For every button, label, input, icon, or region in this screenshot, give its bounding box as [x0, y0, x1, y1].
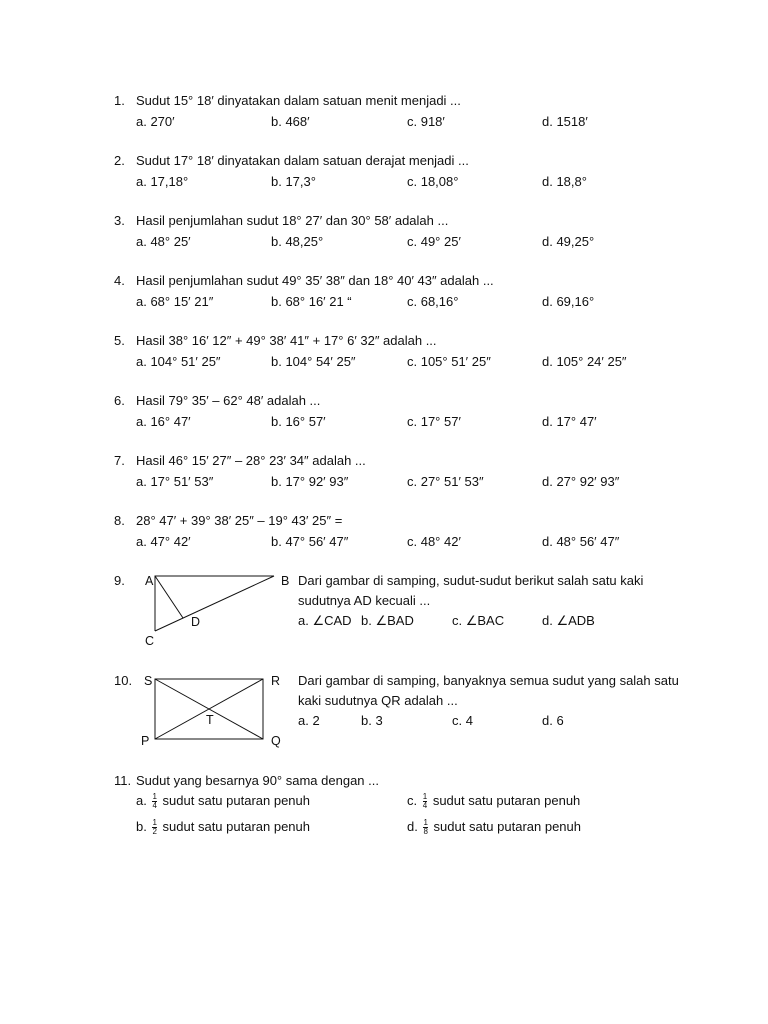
option-b[interactable]: b. ∠BAD	[361, 613, 414, 628]
question-text-line1: Dari gambar di samping, banyaknya semua sudut yang salah satu	[298, 673, 679, 688]
option-b[interactable]	[136, 819, 310, 836]
denominator: 8	[423, 827, 428, 837]
option-letter: a.	[136, 793, 147, 808]
option-c[interactable]: c. 49° 25′	[407, 234, 461, 249]
option-a[interactable]: a. 68° 15′ 21″	[136, 294, 214, 309]
option-b[interactable]: b. 68° 16′ 21 “	[271, 294, 352, 309]
option-d[interactable]: d. ∠ADB	[542, 613, 595, 628]
question-number: 7.	[114, 453, 125, 468]
option-d[interactable]: d. 69,16°	[542, 294, 595, 309]
option-text: sudut satu putaran penuh	[433, 819, 581, 834]
numerator: 1	[423, 818, 428, 828]
label-q: Q	[271, 734, 281, 748]
option-c[interactable]: c. 918′	[407, 114, 445, 129]
question-text: Hasil 46° 15′ 27″ – 28° 23′ 34″ adalah ...	[136, 453, 366, 468]
option-b[interactable]: b. 48,25°	[271, 234, 324, 249]
option-d[interactable]: d. 6	[542, 713, 564, 728]
option-b[interactable]: b. 468′	[271, 114, 310, 129]
question-number: 5.	[114, 333, 125, 348]
option-a[interactable]: a. 2	[298, 713, 320, 728]
label-c: C	[145, 634, 155, 648]
question-text: Hasil penjumlahan sudut 49° 35′ 38″ dan 18° 40′ 43″ adalah ...	[136, 273, 494, 288]
option-c[interactable]: c. ∠BAC	[452, 613, 505, 628]
question-number: 4.	[114, 273, 125, 288]
option-c[interactable]: c. 27° 51′ 53″	[407, 474, 484, 489]
question-text: Hasil penjumlahan sudut 18° 27′ dan 30° 58′ adalah ...	[136, 213, 449, 228]
option-text: sudut satu putaran penuh	[162, 793, 310, 808]
denominator: 4	[422, 801, 428, 811]
numerator: 1	[152, 818, 157, 828]
option-d[interactable]: d. 27° 92′ 93″	[542, 474, 620, 489]
option-c[interactable]: c. 18,08°	[407, 174, 459, 189]
question-text-line2: kaki sudutnya QR adalah ...	[298, 693, 458, 708]
denominator: 2	[152, 827, 157, 837]
triangle-diagram	[140, 573, 300, 653]
question-text: Sudut 17° 18′ dinyatakan dalam satuan derajat menjadi ...	[136, 153, 469, 168]
question-number: 8.	[114, 513, 125, 528]
option-d[interactable]: d. 18,8°	[542, 174, 587, 189]
option-letter: c.	[407, 793, 418, 808]
denominator: 4	[152, 801, 157, 811]
segment-ad	[155, 576, 183, 618]
fraction	[152, 793, 156, 810]
question-text-line2: sudutnya AD kecuali ...	[298, 593, 431, 608]
option-letter: b.	[136, 819, 147, 834]
option-letter: d.	[407, 819, 418, 834]
label-r: R	[271, 674, 281, 688]
option-b[interactable]: b. 104° 54′ 25″	[271, 354, 356, 369]
option-a[interactable]	[136, 793, 310, 810]
option-text: sudut satu putaran penuh	[162, 819, 310, 834]
label-t: T	[206, 713, 214, 727]
rectangle-diagram	[150, 673, 270, 745]
question-number: 2.	[114, 153, 125, 168]
option-a[interactable]: a. 104° 51′ 25″	[136, 354, 221, 369]
option-b[interactable]: b. 17° 92′ 93″	[271, 474, 349, 489]
option-a[interactable]: a. 17,18°	[136, 174, 189, 189]
option-d[interactable]: d. 105° 24′ 25″	[542, 354, 627, 369]
option-c[interactable]: c. 68,16°	[407, 294, 459, 309]
option-b[interactable]: b. 3	[361, 713, 383, 728]
option-b[interactable]: b. 47° 56′ 47″	[271, 534, 349, 549]
question-number: 3.	[114, 213, 125, 228]
option-c[interactable]	[407, 793, 580, 810]
label-p: P	[141, 734, 150, 748]
label-a: A	[145, 574, 154, 588]
question-text-line1: Dari gambar di samping, sudut-sudut berikut salah satu kaki	[298, 573, 644, 588]
label-b: B	[281, 574, 290, 588]
fraction	[423, 793, 427, 810]
option-b[interactable]: b. 17,3°	[271, 174, 316, 189]
question-number: 11.	[114, 773, 132, 788]
question-number: 10.	[114, 673, 133, 688]
option-text: sudut satu putaran penuh	[432, 793, 581, 808]
question-text: Sudut 15° 18′ dinyatakan dalam satuan menit menjadi ...	[136, 93, 461, 108]
question-number: 1.	[114, 93, 125, 108]
option-d[interactable]: d. 1518′	[542, 114, 588, 129]
option-a[interactable]: a. 47° 42′	[136, 534, 191, 549]
question-number: 6.	[114, 393, 125, 408]
label-s: S	[144, 674, 153, 688]
option-d[interactable]	[407, 819, 581, 836]
label-d: D	[191, 615, 201, 629]
fraction	[152, 819, 156, 836]
option-c[interactable]: c. 4	[452, 713, 473, 728]
option-a[interactable]: a. 270′	[136, 114, 175, 129]
option-d[interactable]: d. 17° 47′	[542, 414, 597, 429]
fraction	[423, 819, 427, 836]
option-c[interactable]: c. 105° 51′ 25″	[407, 354, 491, 369]
option-a[interactable]: a. 17° 51′ 53″	[136, 474, 214, 489]
question-text: 28° 47′ + 39° 38′ 25″ – 19° 43′ 25″ =	[136, 513, 343, 528]
option-a[interactable]: a. 16° 47′	[136, 414, 191, 429]
option-a[interactable]: a. ∠CAD	[298, 613, 352, 628]
option-c[interactable]: c. 17° 57′	[407, 414, 461, 429]
option-d[interactable]: d. 49,25°	[542, 234, 595, 249]
option-c[interactable]: c. 48° 42′	[407, 534, 461, 549]
question-text: Hasil 38° 16′ 12″ + 49° 38′ 41″ + 17° 6′ 32″ adalah ...	[136, 333, 437, 348]
numerator: 1	[422, 792, 428, 802]
question-text: Sudut yang besarnya 90° sama dengan ...	[136, 773, 379, 788]
option-a[interactable]: a. 48° 25′	[136, 234, 191, 249]
option-b[interactable]: b. 16° 57′	[271, 414, 326, 429]
question-number: 9.	[114, 573, 125, 588]
question-text: Hasil 79° 35′ – 62° 48′ adalah ...	[136, 393, 321, 408]
numerator: 1	[152, 792, 157, 802]
option-d[interactable]: d. 48° 56′ 47″	[542, 534, 620, 549]
